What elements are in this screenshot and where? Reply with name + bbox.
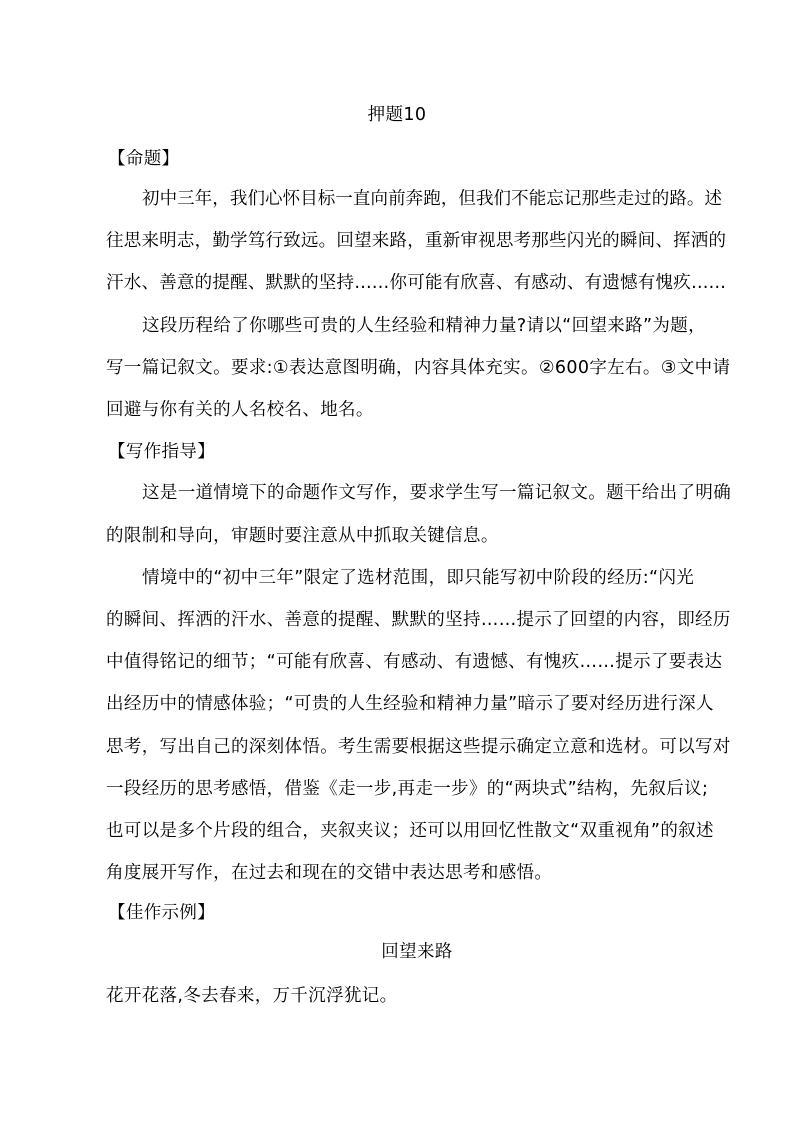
guidance-line: 的限制和导向，审题时要注意从中抓取关键信息。: [106, 526, 499, 546]
page-title: 押题10: [367, 105, 427, 125]
guidance-line: 角度展开写作，在过去和现在的交错中表达思考和感悟。: [106, 863, 553, 883]
prompt-line: 初中三年，我们心怀目标一直向前奔跑，但我们不能忘记那些走过的路。述: [142, 189, 722, 209]
guidance-line: 中值得铭记的细节；“可能有欣喜、有感动、有遗憾、有愧疚……提示了要表达: [106, 652, 723, 672]
guidance-line: 这是一道情境下的命题作文写作，要求学生写一篇记叙文。题干给出了明确: [142, 483, 732, 503]
section-heading-guidance: 【写作指导】: [108, 442, 216, 462]
essay-title: 回望来路: [381, 942, 453, 962]
prompt-line: 往思来明志，勤学笃行致远。回望来路，重新审视思考那些闪光的瞬间、挥洒的: [106, 231, 726, 251]
prompt-line: 汗水、善意的提醒、默默的坚持……你可能有欣喜、有感动、有遗憾有愧疚……: [106, 273, 726, 293]
prompt-line: 这段历程给了你哪些可贵的人生经验和精神力量?请以“回望来路”为题，: [142, 316, 706, 336]
prompt-line: 回避与你有关的人名校名、地名。: [106, 400, 374, 420]
guidance-line: 也可以是多个片段的组合，夹叙夹议；还可以用回忆性散文“双重视角”的叙述: [106, 821, 714, 841]
guidance-line: 的瞬间、挥洒的汗水、善意的提醒、默默的坚持……提示了回望的内容，即经历: [106, 610, 731, 630]
section-heading-prompt: 【命题】: [108, 149, 180, 169]
guidance-line: 情境中的“初中三年”限定了选材范围，即只能写初中阶段的经历:“闪光: [142, 568, 695, 588]
guidance-line: 一段经历的思考感悟，借鉴《走一步,再走一步》的“两块式”结构，先叙后议;: [106, 779, 709, 799]
essay-first-line: 花开花落,冬去春来，万千沉浮犹记。: [106, 986, 398, 1006]
guidance-line: 出经历中的情感体验；“可贵的人生经验和精神力量”暗示了要对经历进行深人: [106, 694, 714, 714]
prompt-line: 写一篇记叙文。要求:①表达意图明确，内容具体充实。②600字左右。③文中请: [106, 358, 731, 378]
guidance-line: 思考，写出自己的深刻体悟。考生需要根据这些提示确定立意和选材。可以写对: [106, 737, 731, 757]
section-heading-example: 【佳作示例】: [108, 903, 216, 923]
